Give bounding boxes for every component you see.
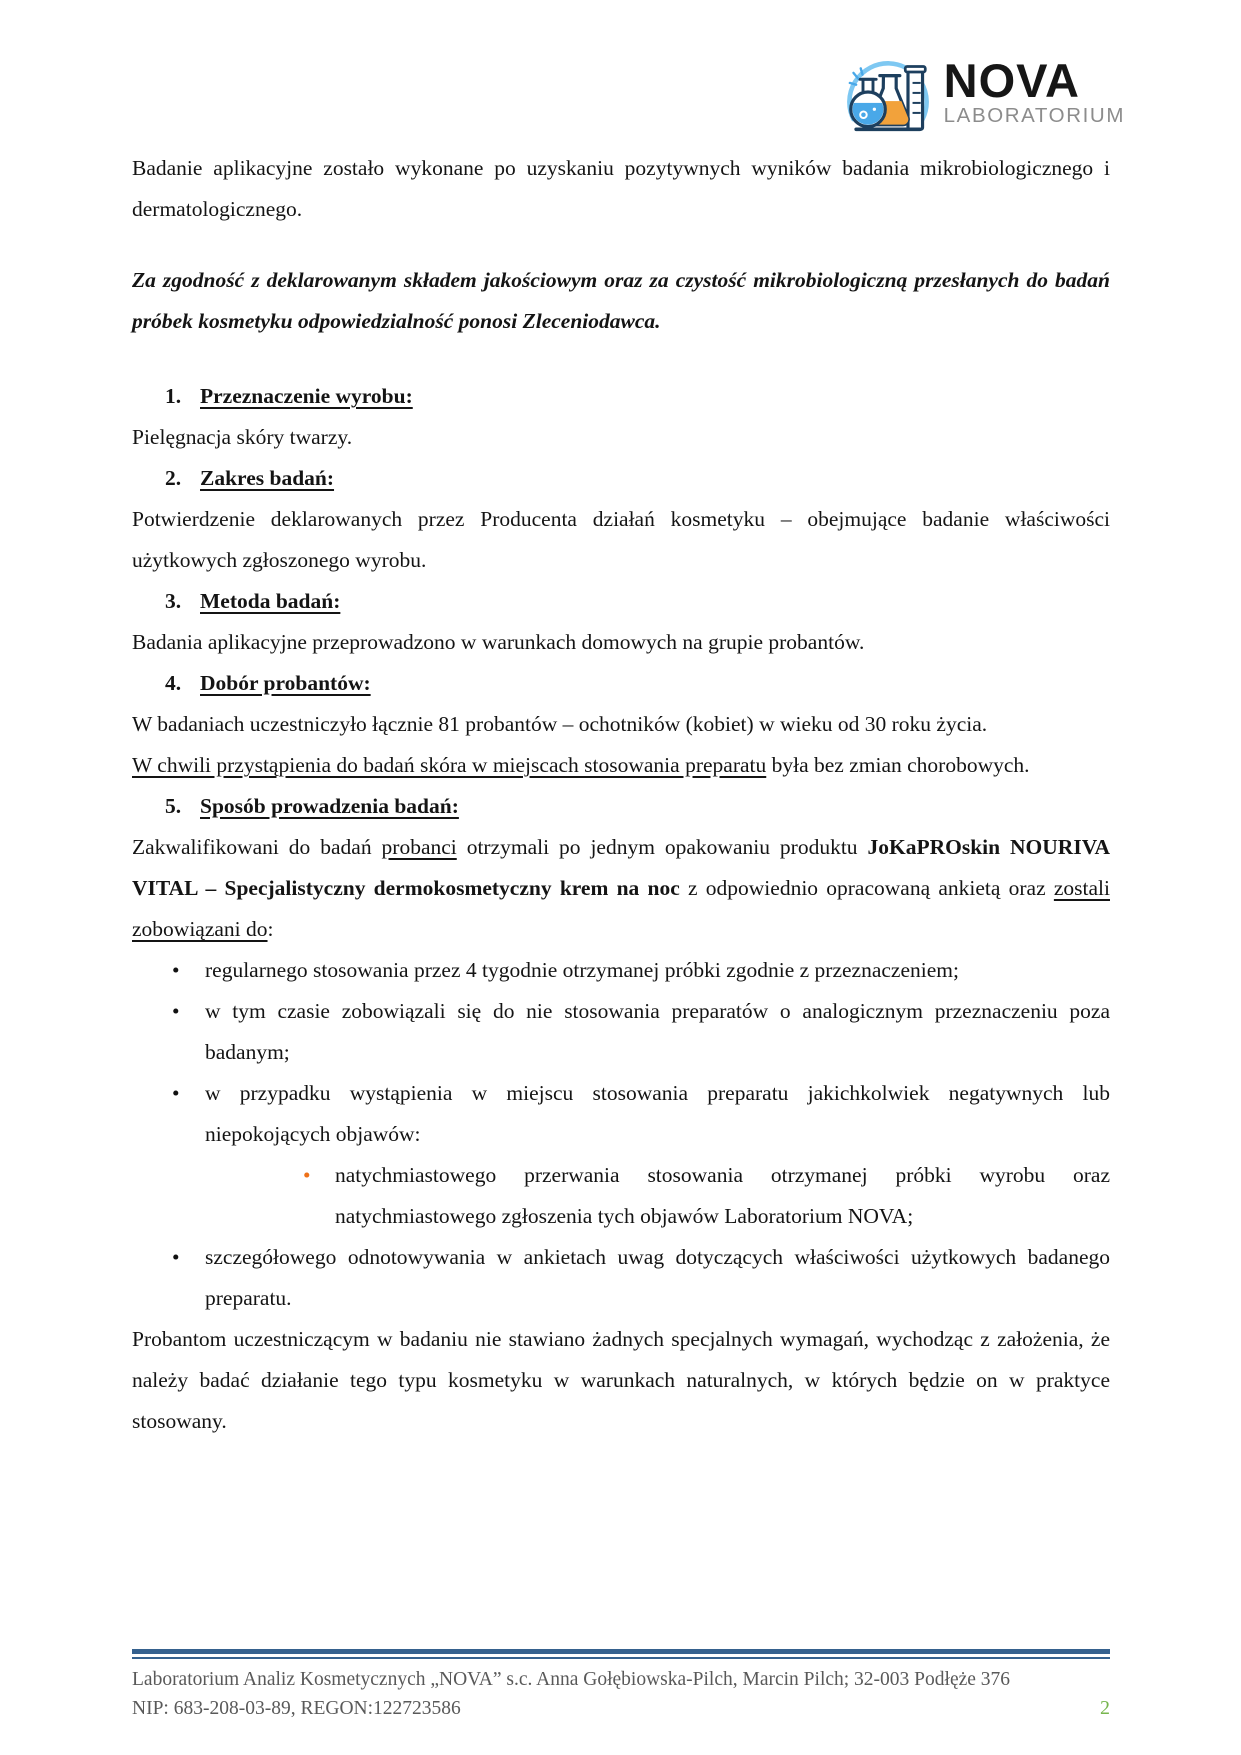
section-5-text-2: otrzymali po jednym opakowaniu produktu	[456, 835, 868, 859]
section-5-number: 5.	[165, 794, 182, 818]
section-4-heading: Dobór probantów:	[200, 671, 371, 695]
bullet-icon: •	[172, 999, 180, 1023]
bullet-item-4	[132, 1237, 1110, 1319]
page-footer	[132, 1649, 1110, 1723]
section-4-body-2	[132, 745, 1110, 786]
intro-paragraph: Badanie aplikacyjne zostało wykonane po uzyskaniu pozytywnych wyników badania mikrobiologicznego i dermatologicznego.	[132, 156, 1110, 221]
lab-flasks-logo-icon	[838, 46, 938, 138]
bullet-3-text: w przypadku wystąpienia w miejscu stosowania preparatu jakichkolwiek negatywnych lub niepokojących objawów:	[205, 1081, 1110, 1146]
section-5-product-name: JoKaPROskin NOURIVA VITAL – Specjalistyczny dermokosmetyczny krem na noc	[132, 835, 1110, 900]
footer-text-block	[132, 1666, 1110, 1723]
sub-bullet-1-text: natychmiastowego przerwania stosowania otrzymanej próbki wyrobu oraz natychmiastowego zgłoszenia tych objawów Laboratorium NOVA;	[335, 1163, 1110, 1228]
bullet-item-3	[132, 1073, 1110, 1155]
footer-registration-row	[132, 1694, 1110, 1723]
section-2-heading-row	[132, 458, 1110, 499]
section-4-number: 4.	[165, 671, 182, 695]
section-4-heading-row	[132, 663, 1110, 704]
footer-registration-line: NIP: 683-208-03-89, REGON:122723586	[132, 1697, 461, 1719]
section-4-body: W badaniach uczestniczyło łącznie 81 probantów – ochotników (kobiet) w wieku od 30 roku życia.	[132, 712, 988, 736]
section-3-heading-row	[132, 581, 1110, 622]
section-5-text-4: :	[267, 917, 274, 941]
section-3-body: Badania aplikacyjne przeprowadzono w warunkach domowych na grupie probantów.	[132, 630, 865, 654]
section-4-underlined-text: W chwili przystąpienia do badań skóra w miejscach stosowania preparatu	[132, 753, 767, 777]
nova-logo	[838, 46, 1125, 138]
section-5-underlined-obligation: zostali zobowiązani do	[132, 876, 1110, 941]
section-3-number: 3.	[165, 589, 182, 613]
closing-paragraph: Probantom uczestniczącym w badaniu nie stawiano żadnych specjalnych wymagań, wychodząc z założenia, że należy badać działanie tego typu kosmetyku w warunkach naturalnych, w których będzie on w praktyce stosowany.	[132, 1327, 1110, 1433]
section-3-heading: Metoda badań:	[200, 589, 341, 613]
footer-company-line: Laboratorium Analiz Kosmetycznych „NOVA” s.c. Anna Gołębiowska-Pilch, Marcin Pilch; 32-003 Podłęże 376	[132, 1668, 1011, 1690]
bullet-icon: •	[172, 958, 180, 982]
bullet-item-2	[132, 991, 1110, 1073]
page-number: 2	[1100, 1696, 1110, 1719]
logo-subtitle: LABORATORIUM	[943, 103, 1125, 127]
bullet-item-1	[132, 950, 1110, 991]
bullet-icon: •	[172, 1081, 180, 1105]
logo-title: NOVA	[943, 53, 1080, 107]
footer-rule-thin	[132, 1657, 1110, 1659]
section-1-number: 1.	[165, 384, 182, 408]
page-header	[0, 0, 1241, 140]
footer-rule-thick	[132, 1649, 1110, 1654]
sub-bullet-icon: •	[303, 1163, 311, 1187]
section-1-body: Pielęgnacja skóry twarzy.	[132, 425, 353, 449]
section-5-heading-row	[132, 786, 1110, 827]
section-5-text-1: Zakwalifikowani do badań	[132, 835, 382, 859]
section-5-body	[132, 827, 1110, 950]
numbered-section-list	[132, 376, 1110, 1442]
document-body	[0, 140, 1241, 1442]
bullet-2-text: w tym czasie zobowiązali się do nie stosowania preparatów o analogicznym przeznaczeniu poza badanym;	[205, 999, 1110, 1064]
logo-text-block	[943, 53, 1125, 128]
section-5-underlined-probanci: probanci	[381, 835, 457, 859]
section-2-number: 2.	[165, 466, 182, 490]
section-5-text-3: z odpowiednio opracowaną ankietą oraz	[679, 876, 1054, 900]
bullet-icon: •	[172, 1245, 180, 1269]
section-1-heading: Przeznaczenie wyrobu:	[200, 384, 413, 408]
section-2-body: Potwierdzenie deklarowanych przez Producenta działań kosmetyku – obejmujące badanie właściwości użytkowych zgłoszonego wyrobu.	[132, 507, 1110, 572]
section-5-heading: Sposób prowadzenia badań:	[200, 794, 459, 818]
bullet-4-text: szczegółowego odnotowywania w ankietach uwag dotyczących właściwości użytkowych badanego preparatu.	[205, 1245, 1110, 1310]
section-4-rest-text: była bez zmian chorobowych.	[766, 753, 1030, 777]
section-1-heading-row	[132, 376, 1110, 417]
section-2-heading: Zakres badań:	[200, 466, 335, 490]
disclaimer-paragraph: Za zgodność z deklarowanym składem jakościowym oraz za czystość mikrobiologiczną przesłanych do badań próbek kosmetyku odpowiedzialność ponosi Zleceniodawca.	[132, 268, 1110, 333]
bullet-1-text: regularnego stosowania przez 4 tygodnie otrzymanej próbki zgodnie z przeznaczeniem;	[205, 958, 959, 982]
sub-bullet-item-1	[132, 1155, 1110, 1237]
